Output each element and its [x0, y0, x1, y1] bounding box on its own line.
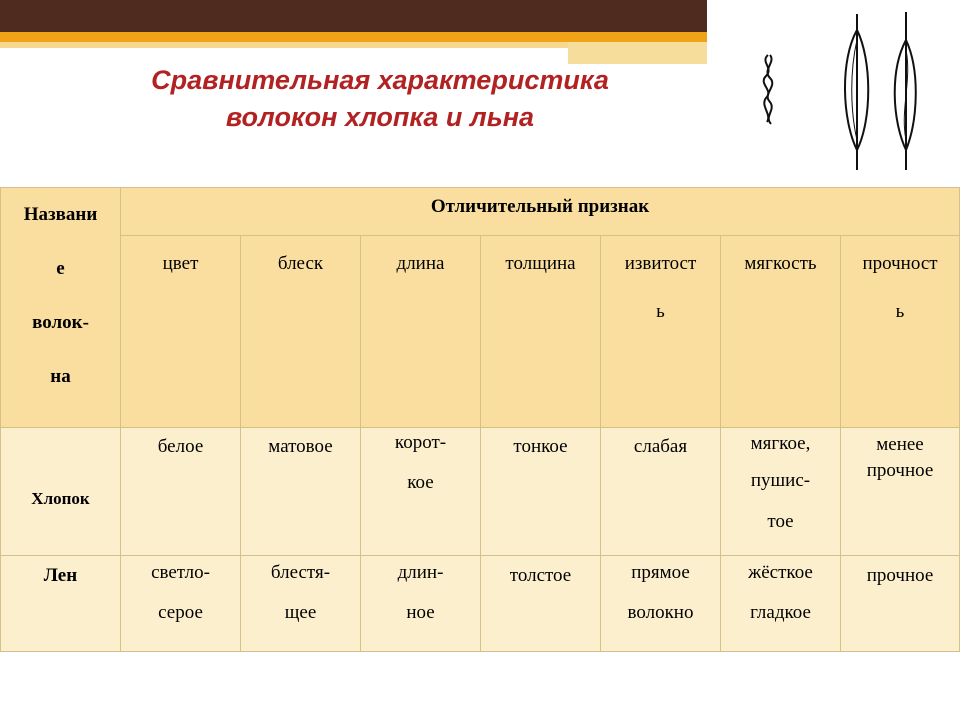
cell-flax-length: длин- ное	[361, 556, 481, 652]
header-band-pale	[0, 42, 568, 48]
header-band-dark	[0, 0, 707, 32]
column-header-crimp: извитост ь	[601, 236, 721, 428]
column-header-strength: прочност ь	[841, 236, 960, 428]
header-fiber-name: Названи е волок- на	[1, 188, 121, 428]
cell-cotton-crimp: слабая	[601, 428, 721, 556]
row-name-cotton: Хлопок	[1, 428, 121, 556]
column-header-length: длина	[361, 236, 481, 428]
fiber-illustration	[740, 10, 940, 175]
cell-cotton-strength: менее прочное	[841, 428, 960, 556]
header-distinctive-feature: Отличительный признак	[121, 188, 960, 236]
cell-flax-crimp: прямое волокно	[601, 556, 721, 652]
cell-flax-luster: блестя- щее	[241, 556, 361, 652]
cell-cotton-color: белое	[121, 428, 241, 556]
row-name-flax: Лен	[1, 556, 121, 652]
cell-cotton-softness: мягкое, пушис- тое	[721, 428, 841, 556]
slide-title	[60, 62, 700, 136]
column-header-luster: блеск	[241, 236, 361, 428]
column-header-softness: мягкость	[721, 236, 841, 428]
cell-cotton-thickness: тонкое	[481, 428, 601, 556]
cell-flax-thickness: толстое	[481, 556, 601, 652]
column-header-thickness: толщина	[481, 236, 601, 428]
cell-flax-color: светло- серое	[121, 556, 241, 652]
cell-flax-strength: прочное	[841, 556, 960, 652]
column-header-color: цвет	[121, 236, 241, 428]
slide-title-line-1: Сравнительная характеристика	[151, 65, 609, 95]
header-band-pale-right	[568, 42, 707, 64]
cell-cotton-luster: матовое	[241, 428, 361, 556]
comparison-table	[0, 187, 960, 652]
flax-fiber-drawing	[845, 12, 916, 170]
header-band-orange	[0, 32, 707, 42]
cotton-fiber-drawing	[764, 55, 773, 124]
cell-cotton-length: корот- кое	[361, 428, 481, 556]
slide-title-line-2: волокон хлопка и льна	[225, 102, 535, 132]
cell-flax-softness: жёсткое гладкое	[721, 556, 841, 652]
